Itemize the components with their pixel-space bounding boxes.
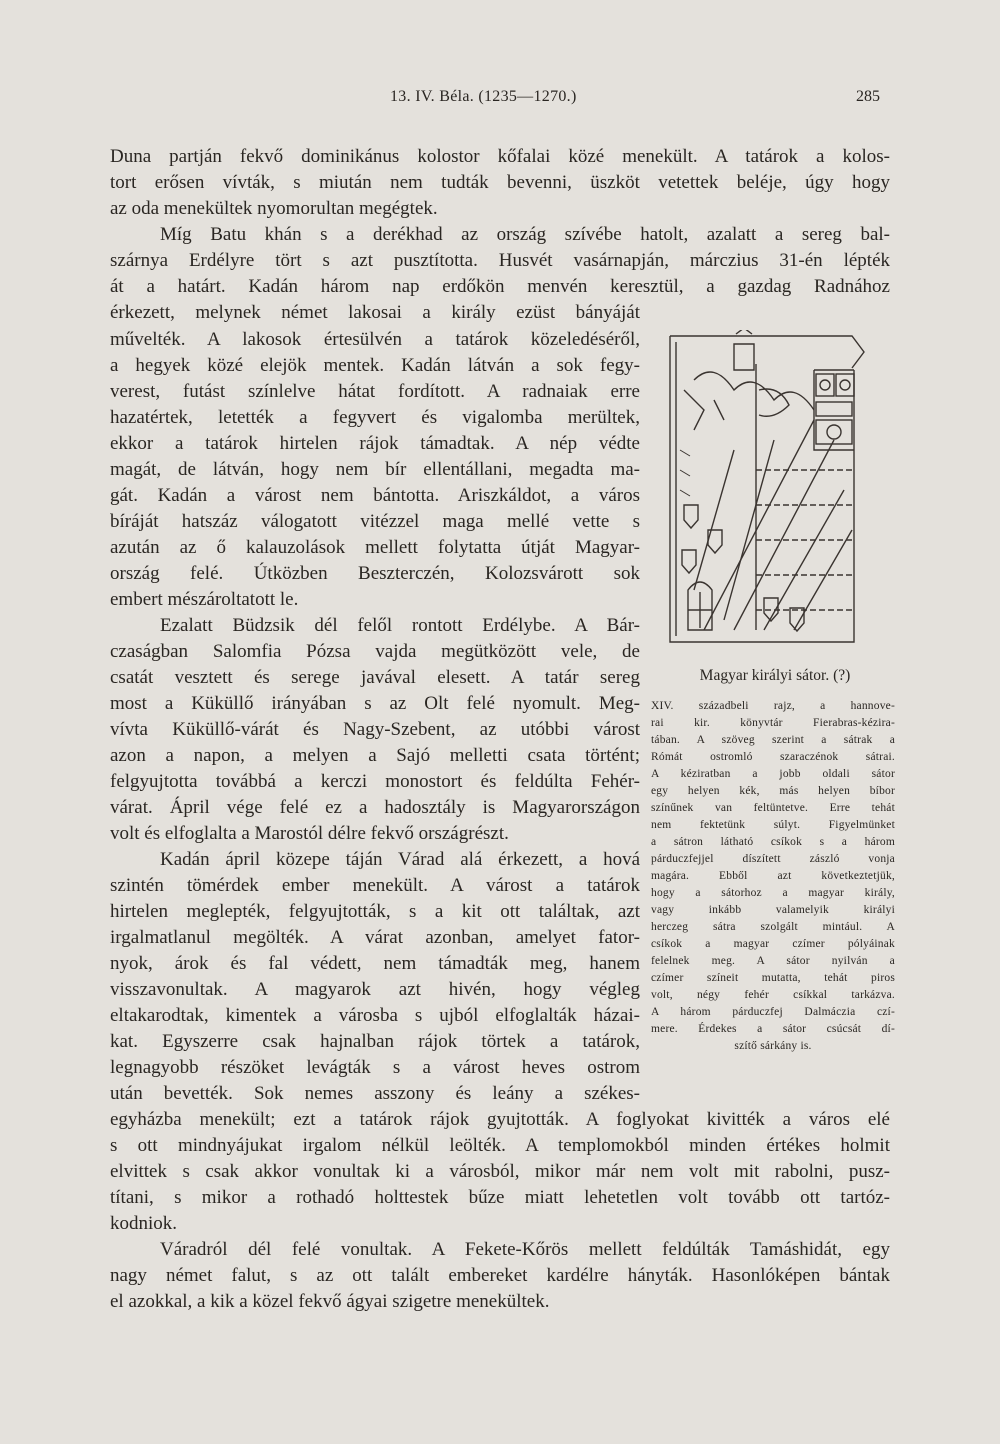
caption-line: herczeg sátra szolgált mintául. A — [651, 921, 895, 933]
text-line: elvittek s csak akkor vonultak ki a városból, mikor már nem volt mit rabolni, pusz- — [110, 1161, 890, 1182]
caption-line: hogy a sátorhoz a magyar király, — [651, 887, 895, 899]
caption-line: vagy inkább valamelyik királyi — [651, 904, 895, 916]
caption-line: szítő sárkány is. — [734, 1040, 812, 1052]
text-line: verest, futást színlelve hátat fordított. A radnaiak erre — [110, 381, 640, 402]
text-line: az oda menekültek nyomorultan megégtek. — [110, 198, 438, 219]
text-line: után bevették. Sok nemes asszony és leány a székes- — [110, 1083, 640, 1104]
caption-line: A kéziratban a jobb oldali sátor — [651, 768, 895, 780]
caption-line: nem fektetünk súlyt. Figyelmünket — [651, 819, 895, 831]
text-line: Váradról dél felé vonultak. A Fekete-Kőrös mellett feldúlták Tamáshidát, egy — [160, 1239, 890, 1260]
text-line: kodniok. — [110, 1213, 178, 1234]
caption-line: magára. Ebből azt következtetjük, — [651, 870, 895, 882]
text-line: hirtelen meglepték, felgyujtották, s a kit ott találtak, azt — [110, 901, 640, 922]
text-line: érkezett, melynek német lakosai a király ezüst bányáját — [110, 302, 640, 323]
text-line: títani, s mikor a rothadó holttestek bűze miatt lehetetlen volt tovább ott tartóz- — [110, 1187, 890, 1208]
text-line: irgalmatlanul megölték. A várat azonban, amelyet fator- — [110, 927, 640, 948]
text-line: legnagyobb részöket levágták s a várost heves ostrom — [110, 1057, 640, 1078]
text-line: volt és elfoglalta a Marostól délre fekvő országrészt. — [110, 823, 509, 844]
caption-line: csíkok a magyar czímer pólyáinak — [651, 938, 895, 950]
text-line: egyházba menekült; ezt a tatárok rájok gyujtották. A foglyokat kivitték a város elé — [110, 1109, 890, 1130]
text-line: hazatértek, letették a fegyvert és vigalomba merültek, — [110, 407, 640, 428]
text-line: bíráját hatszáz válogatott vitézzel maga mellé vette s — [110, 511, 640, 532]
text-line: eltakarodtak, kimentek a városba s ujból elfoglalták házai- — [110, 1005, 640, 1026]
text-line: vívta Küküllő-várát és Nagy-Szebent, az utóbbi várost — [110, 719, 640, 740]
text-line: várat. Ápril vége felé ez a hadosztály is Magyarországon — [110, 797, 640, 818]
text-line: kat. Egyszerre csak hajnalban rájok törtek a tatárok, — [110, 1031, 640, 1052]
text-line: magát, de látván, hogy nem bír ellentállani, megadta ma- — [110, 459, 640, 480]
caption-line: czímer színeit mutatta, tehát piros — [651, 972, 895, 984]
text-line: Míg Batu khán s a derékhad az ország szívébe hatolt, azalatt a sereg bal- — [160, 224, 890, 245]
caption-line: A három párduczfej Dalmáczia czí- — [651, 1006, 895, 1018]
running-header — [110, 88, 880, 114]
text-line: szárnya Erdélyre tört s azt pusztította. Husvét vasárnapján, márczius 31-én lépték — [110, 250, 890, 271]
caption-line: felelnek meg. A sátor nyilván a — [651, 955, 895, 967]
text-line: azután az ő kalauzolások mellett folytatta útját Magyar- — [110, 537, 640, 558]
text-line: csatát vesztett és serege javával elesett. A tatár sereg — [110, 667, 640, 688]
caption-line: tában. A szöveg szerint a sátrak a — [651, 734, 895, 746]
caption-line: XIV. századbeli rajz, a hannove- — [651, 700, 895, 712]
caption-line: a sátron látható csíkok s a három — [651, 836, 895, 848]
text-line: ekkor a tatárok hirtelen rájok támadtak. A nép védte — [110, 433, 640, 454]
text-line: ország felé. Útközben Beszterczén, Kolozsvárott sok — [110, 563, 640, 584]
text-line: visszavonultak. A magyarok azt hivén, hogy végleg — [110, 979, 640, 1000]
text-line: embert mészároltatott le. — [110, 589, 299, 610]
text-line: tort erősen vívták, s miután nem tudták bevenni, üszköt vetettek beléje, úgy hogy — [110, 172, 890, 193]
text-line: azon a napon, a melyen a Sajó melletti csata történt; — [110, 745, 640, 766]
caption-line: Rómát ostromló szaraczénok sátrai. — [651, 751, 895, 763]
caption-line: színűnek van feltüntetve. Erre tehát — [651, 802, 895, 814]
caption-line: volt, négy fehér csíkkal tarkázva. — [651, 989, 895, 1001]
text-line: el azokkal, a kik a közel fekvő ágyai szigetre menekültek. — [110, 1291, 550, 1312]
running-title: 13. IV. Béla. (1235—1270.) — [390, 88, 577, 105]
text-line: nyok, árok és fal védett, nem támadták meg, hanem — [110, 953, 640, 974]
text-line: nagy német falut, s az ott talált embereket kardélre hányták. Hasonlóképen bántak — [110, 1265, 890, 1286]
text-line: felgyujtotta továbbá a kerczi monostort és feldúlta Fehér- — [110, 771, 640, 792]
caption-line: párduczfejjel díszített zászló vonja — [651, 853, 895, 865]
text-line: czaságban Salomfia Pózsa vajda megütközött vele, de — [110, 641, 640, 662]
page-number: 285 — [856, 88, 880, 105]
text-line: most a Küküllő irányában s az Olt felé nyomult. Meg- — [110, 693, 640, 714]
caption-line: rai kir. könyvtár Fierabras-kézira- — [651, 717, 895, 729]
text-line: Duna partján fekvő dominikánus kolostor kőfalai közé menekült. A tatárok a kolos- — [110, 146, 890, 167]
caption-line: egy helyen kék, más helyen bíbor — [651, 785, 895, 797]
text-line: művelték. A lakosok értesülvén a tatárok közeledéséről, — [110, 329, 640, 350]
text-line: gát. Kadán a várost nem bántotta. Ariszkáldot, a város — [110, 485, 640, 506]
tent-illustration — [664, 330, 876, 650]
text-line: Kadán ápril közepe táján Várad alá érkezett, a hová — [160, 849, 640, 870]
text-line: át a határt. Kadán három nap erdőkön menvén keresztül, a gazdag Radnához — [110, 276, 890, 297]
caption-line: mere. Érdekes a sátor csúcsát dí- — [651, 1023, 895, 1035]
text-line: a hegyek közé elejök mentek. Kadán látván a sok fegy- — [110, 355, 640, 376]
figure-caption-title: Magyar királyi sátor. (?) — [699, 667, 851, 684]
text-line: s ott mindnyájukat irgalom nélkül leölték. A templomokból minden értékes holmit — [110, 1135, 890, 1156]
text-line: Ezalatt Büdzsik dél felől rontott Erdélybe. A Bár- — [160, 615, 640, 636]
text-line: szintén tömérdek ember menekült. A várost a tatárok — [110, 875, 640, 896]
